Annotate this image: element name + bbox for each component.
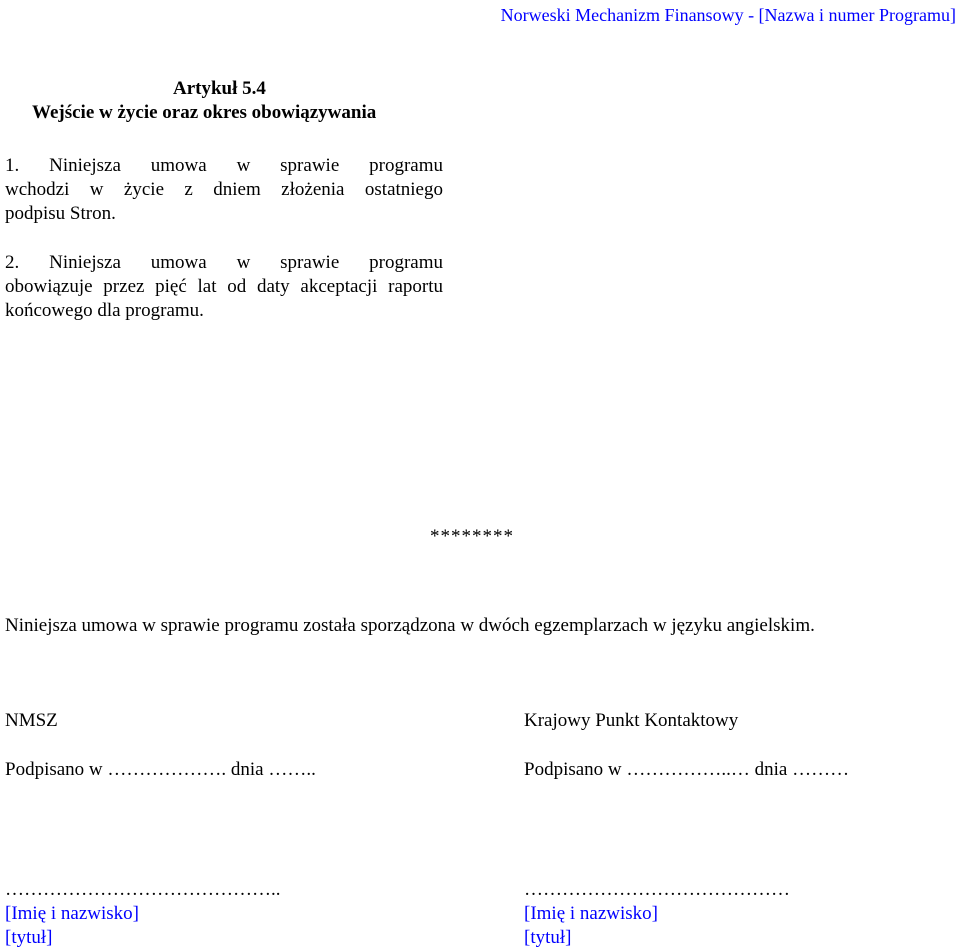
paragraph-line: końcowego dla programu. bbox=[5, 300, 204, 321]
signatory-title-placeholder: [tytuł] bbox=[524, 927, 572, 948]
signature-line: …………………………………… bbox=[524, 879, 790, 900]
signatory-title-placeholder: [tytuł] bbox=[5, 927, 53, 948]
paragraph-line: podpisu Stron. bbox=[5, 203, 116, 224]
signed-place-date: Podpisano w ………………. dnia …….. bbox=[5, 759, 316, 780]
signed-place-date: Podpisano w ……………..… dnia ……… bbox=[524, 759, 850, 780]
article-paragraph-1 bbox=[5, 154, 443, 226]
article-number: Artykuł 5.4 bbox=[173, 78, 266, 99]
paragraph-line: 2. Niniejsza umowa w sprawie programu bbox=[5, 252, 443, 273]
signatory-party: Krajowy Punkt Kontaktowy bbox=[524, 710, 739, 731]
section-separator: ******** bbox=[430, 526, 514, 547]
document-header: Norweski Mechanizm Finansowy - [Nazwa i numer Programu] bbox=[500, 5, 956, 25]
article-title: Wejście w życie oraz okres obowiązywania bbox=[32, 102, 377, 123]
closing-statement: Niniejsza umowa w sprawie programu została sporządzona w dwóch egzemplarzach w języku angielskim. bbox=[5, 615, 815, 636]
article-paragraph-2 bbox=[5, 251, 443, 323]
signature-line: …………………………………….. bbox=[5, 879, 281, 900]
signatory-name-placeholder: [Imię i nazwisko] bbox=[524, 903, 659, 924]
signatory-party: NMSZ bbox=[5, 710, 58, 731]
signatory-name-placeholder: [Imię i nazwisko] bbox=[5, 903, 140, 924]
paragraph-line: wchodzi w życie z dniem złożenia ostatniego bbox=[5, 179, 443, 200]
paragraph-line: obowiązuje przez pięć lat od daty akceptacji raportu bbox=[5, 276, 443, 297]
paragraph-line: 1. Niniejsza umowa w sprawie programu bbox=[5, 155, 443, 176]
